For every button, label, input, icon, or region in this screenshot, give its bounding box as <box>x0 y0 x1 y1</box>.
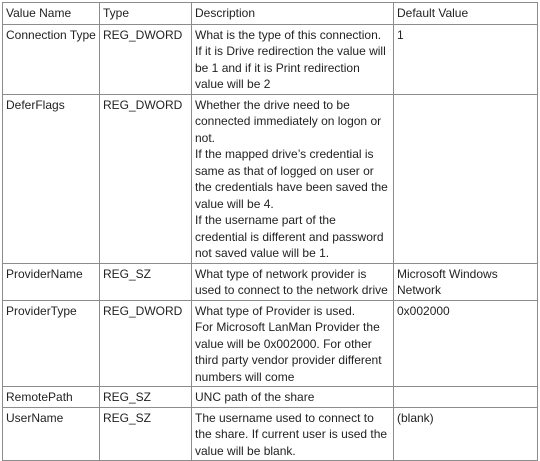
cell-default-value <box>394 94 538 263</box>
cell-description <box>192 263 394 300</box>
cell-type: REG_SZ <box>100 407 192 461</box>
description-line: If it is Drive redirection the value will be 1 and if it is Print redirection value will be 2 <box>195 44 386 91</box>
table-row <box>3 24 538 94</box>
description-line: If the mapped drive’s credential is same as that of logged on user or the credentials have been saved the value will be 4. <box>195 147 388 211</box>
cell-value-name: RemotePath <box>3 387 100 408</box>
table-row <box>3 263 538 300</box>
header-default-value: Default Value <box>394 3 538 25</box>
cell-type: REG_DWORD <box>100 300 192 387</box>
cell-value-name: ProviderName <box>3 263 100 300</box>
cell-default-value <box>394 387 538 408</box>
header-value-name: Value Name <box>3 3 100 25</box>
cell-value-name: DeferFlags <box>3 94 100 263</box>
description-line: What type of network provider is used to connect to the network drive <box>195 266 388 297</box>
cell-type: REG_SZ <box>100 387 192 408</box>
description-line: Whether the drive need to be connected immediately on logon or not. <box>195 97 382 145</box>
table-row <box>3 300 538 387</box>
cell-default-value: 1 <box>394 24 538 94</box>
table-row <box>3 387 538 408</box>
table-row <box>3 94 538 263</box>
cell-type: REG_SZ <box>100 263 192 300</box>
description-line: If the username part of the credential is different and password not saved value will be 1. <box>195 213 384 260</box>
cell-description <box>192 94 394 263</box>
cell-description <box>192 24 394 94</box>
description-line: UNC path of the share <box>195 390 315 404</box>
table-row <box>3 407 538 461</box>
cell-description <box>192 387 394 408</box>
header-type: Type <box>100 3 192 25</box>
cell-description <box>192 300 394 387</box>
cell-default-value: Microsoft Windows Network <box>394 263 538 300</box>
header-description: Description <box>192 3 394 25</box>
cell-default-value: (blank) <box>394 407 538 461</box>
cell-type: REG_DWORD <box>100 94 192 263</box>
description-line: For Microsoft LanMan Provider the value will be 0x002000. For other third party vendor provider different numbers will come <box>195 320 382 384</box>
table-header-row <box>3 3 538 25</box>
description-line: What is the type of this connection. <box>195 27 382 42</box>
cell-type: REG_DWORD <box>100 24 192 94</box>
cell-value-name: Connection Type <box>3 24 100 94</box>
description-line: The username used to connect to the share. If current user is used the value will be blank. <box>195 410 388 458</box>
cell-value-name: ProviderType <box>3 300 100 387</box>
description-line: What type of Provider is used. <box>195 303 356 318</box>
registry-values-table <box>2 2 538 461</box>
cell-default-value: 0x002000 <box>394 300 538 387</box>
cell-description <box>192 407 394 461</box>
cell-value-name: UserName <box>3 407 100 461</box>
